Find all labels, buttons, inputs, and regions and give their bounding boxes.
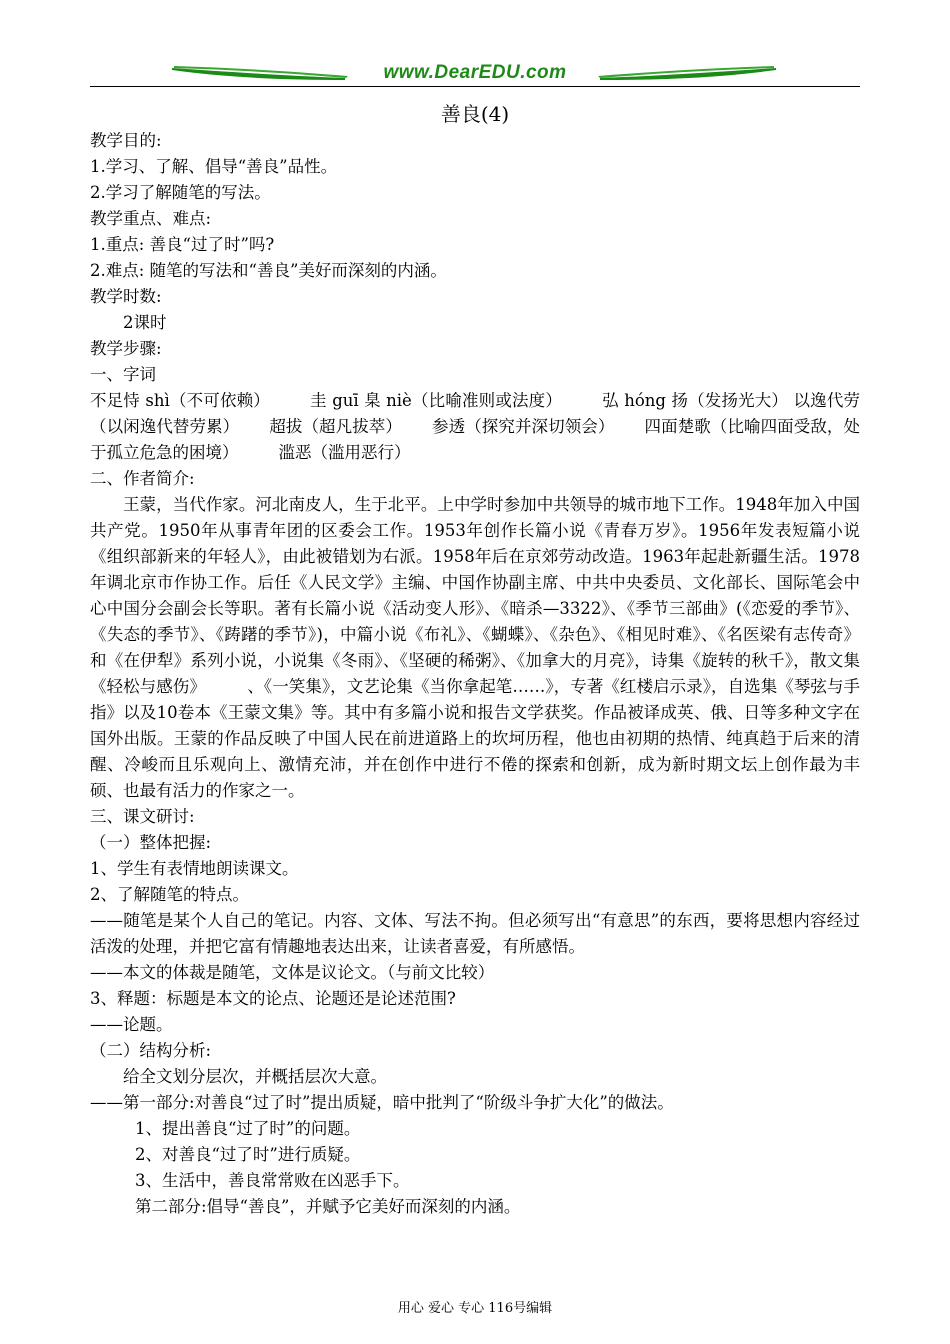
section-heading: 二、作者简介: <box>90 469 195 488</box>
section-heading: 教学时数: <box>90 287 162 306</box>
vocab-list <box>90 388 860 466</box>
vocab-item: 弘 hóng 扬（发扬光大） <box>602 391 789 410</box>
text-line: 2.学习了解随笔的写法。 <box>90 183 271 202</box>
section-heading: 一、字词 <box>90 365 156 384</box>
author-bio: 王蒙，当代作家。河北南皮人，生于北平。上中学时参加中共领导的城市地下工作。1948年加入中国共产党。1950年从事青年团的区委会工作。1953年创作长篇小说《青春万岁》。1956年发表短篇小说《组织部新来的年轻人》，由此被错划为右派。1958年后在京郊劳动改造。1963年起赴新疆生活。1978年调北京市作协工作。后任《人民文学》主编、中国作协副主席、中共中央委员、文化部长、国际笔会中心中国分会副会长等职。著有长篇小说《活动变人形》、《暗杀—3322》、《季节三部曲》(《恋爱的季节》、《失态的季节》、《踌躇的季节》)，中篇小说《布礼》、《蝴蝶》、《杂色》、《相见时难》、《名医梁有志传奇》和《在伊犁》系列小说，小说集《冬雨》、《坚硬的稀粥》、《加拿大的月亮》，诗集《旋转的秋千》，散文集《轻松与感伤》 、《一笑集》，文艺论集《当你拿起笔……》，专著《红楼启示录》，自选集《琴弦与手指》以及10卷本《王蒙文集》等。其中有多篇小说和报告文学获奖。作品被译成英、俄、日等多种文字在国外出版。王蒙的作品反映了中国人民在前进道路上的坎坷历程，他也由初期的热情、纯真趋于后来的清醒、冷峻而且乐观向上、激情充沛，并在创作中进行不倦的探索和创新，成为新时期文坛上创作最为丰硕、也最有活力的作家之一。 <box>90 495 860 800</box>
section-heading: 教学步骤: <box>90 339 162 358</box>
text-line: 2课时 <box>123 313 167 332</box>
vocab-item: 超拔（超凡拔萃） <box>269 417 402 436</box>
text-line: ——第一部分:对善良“过了时”提出质疑，暗中批判了“阶级斗争扩大化”的做法。 <box>90 1093 674 1112</box>
vocab-item: 以逸代劳（以闲逸代替劳累） <box>90 391 861 436</box>
text-line: 1.学习、了解、倡导“善良”品性。 <box>90 157 338 176</box>
document-body <box>90 128 860 1220</box>
vocab-item: 参透（探究并深切领会） <box>431 417 615 436</box>
vocab-item: 四面楚歌（比喻四面受敌，处于孤立危急的困境） <box>90 417 861 462</box>
text-line: 2、了解随笔的特点。 <box>90 885 249 904</box>
subsection-heading: （一）整体把握: <box>90 833 212 852</box>
page-title: 善良(4) <box>440 102 510 126</box>
site-logo-text: www.DearEDU.com <box>383 62 567 83</box>
page-footer: 用心 爱心 专心 116号编辑 <box>397 1301 553 1316</box>
vocab-item: 滥恶（滥用恶行） <box>278 443 411 462</box>
text-line: 3、释题：标题是本文的论点、论题还是论述范围? <box>90 989 456 1008</box>
text-line: ——论题。 <box>90 1015 173 1034</box>
text-line: 第二部分:倡导“善良”，并赋予它美好而深刻的内涵。 <box>135 1197 521 1216</box>
text-paragraph: ——随笔是某个人自己的笔记。内容、文体、写法不拘。但必须写出“有意思”的东西，要将思想内容经过活泼的处理，并把它富有情趣地表达出来，让读者喜爱，有所感悟。 <box>90 911 860 956</box>
header-rule <box>90 86 860 87</box>
text-line: 给全文划分层次，并概括层次大意。 <box>123 1067 387 1086</box>
text-line: 1、提出善良“过了时”的问题。 <box>135 1119 361 1138</box>
text-line: 3、生活中，善良常常败在凶恶手下。 <box>135 1171 410 1190</box>
section-heading: 教学目的: <box>90 131 162 150</box>
subsection-heading: （二）结构分析: <box>90 1041 212 1060</box>
text-line: 1.重点: 善良“过了时”吗? <box>90 235 275 254</box>
text-line: 1、学生有表情地朗读课文。 <box>90 859 299 878</box>
text-line: 2.难点: 随笔的写法和“善良”美好而深刻的内涵。 <box>90 261 447 280</box>
section-heading: 三、课文研讨: <box>90 807 195 826</box>
text-line: 2、对善良“过了时”进行质疑。 <box>135 1145 361 1164</box>
text-line: ——本文的体裁是随笔，文体是议论文。（与前文比较） <box>90 963 495 982</box>
site-banner <box>170 60 778 88</box>
vocab-item: 圭 guī 臬 niè（比喻准则或法度） <box>309 391 562 410</box>
section-heading: 教学重点、难点: <box>90 209 212 228</box>
vocab-item: 不足恃 shì（不可依赖） <box>90 391 270 410</box>
